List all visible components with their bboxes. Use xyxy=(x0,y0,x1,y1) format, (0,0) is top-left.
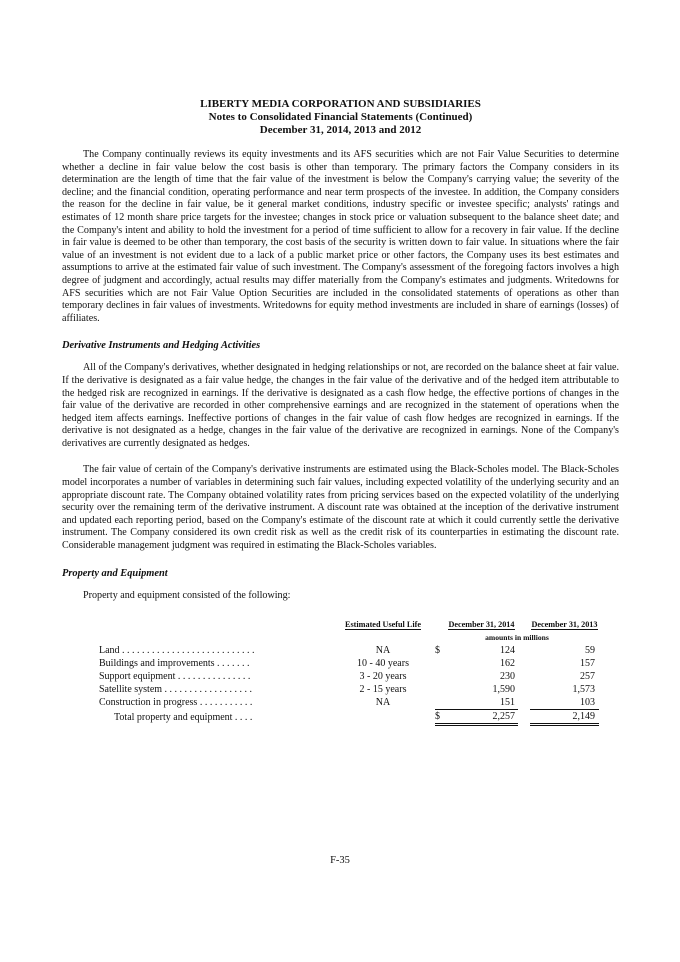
period-title: December 31, 2014, 2013 and 2012 xyxy=(259,124,422,136)
document-page xyxy=(62,98,619,726)
row-label: Buildings and improvements . . . . . . . xyxy=(99,658,250,670)
derivatives-paragraph-2: The fair value of certain of the Company's derivative instruments are estimated using the Black-Scholes model. The Black-Scholes model incorporates a number of variables in determining such fair values, including expected volatility of the underlying security and an appropriate discount rate. The Company obtained volatility rates from pricing services based on the expected volatility of the underlying security over the remaining term of the derivative instrument. A discount rate was obtained at the inception of the derivative instrument and updated each reporting period, based on the Company's estimate of the discount rate at which it could currently settle the derivative instrument. The Company considered its own credit risk as well as the credit risk of its counterparties in estimating the discount rate. Considerable management judgment was required in estimating the Black-Scholes variables. xyxy=(62,464,619,552)
page-number: F-35 xyxy=(330,855,350,866)
property-intro: Property and equipment consisted of the following: xyxy=(83,589,291,601)
col-header-2014: December 31, 2014 xyxy=(448,620,515,630)
row-label: Satellite system . . . . . . . . . . . . . . . . . . xyxy=(99,684,253,696)
total-row xyxy=(99,710,599,725)
value-2014: 124 xyxy=(500,645,515,657)
table-row xyxy=(99,696,599,710)
units-label: amounts in millions xyxy=(485,633,549,643)
value-2013: 1,573 xyxy=(572,684,595,696)
row-label: Support equipment . . . . . . . . . . . . . . . xyxy=(99,671,251,683)
company-title: LIBERTY MEDIA CORPORATION AND SUBSIDIARIES xyxy=(200,98,481,110)
row-label: Land . . . . . . . . . . . . . . . . . . . . . . . . . . . xyxy=(99,645,255,657)
row-label: Construction in progress . . . . . . . . . . . xyxy=(99,697,253,709)
currency-symbol: $ xyxy=(435,645,440,657)
row-life: 10 - 40 years xyxy=(357,658,409,670)
value-2013: 257 xyxy=(580,671,595,683)
value-2014: 151 xyxy=(445,696,518,710)
units-row xyxy=(99,631,599,644)
value-2014: 230 xyxy=(500,671,515,683)
table-row xyxy=(99,657,599,670)
property-table xyxy=(99,618,599,726)
total-label: Total property and equipment . . . . xyxy=(114,711,253,723)
row-life: 3 - 20 years xyxy=(359,671,407,683)
property-heading: Property and Equipment xyxy=(62,567,168,579)
table-row xyxy=(99,670,599,683)
currency-symbol: $ xyxy=(435,710,445,725)
value-2014: 1,590 xyxy=(492,684,515,696)
table-row xyxy=(99,644,599,657)
value-2013: 157 xyxy=(580,658,595,670)
derivatives-heading: Derivative Instruments and Hedging Activities xyxy=(62,340,261,352)
col-header-2013: December 31, 2013 xyxy=(531,620,598,630)
table-row xyxy=(99,683,599,696)
impairment-paragraph: The Company continually reviews its equity investments and its AFS securities which are not Fair Value Securities to determine whether a decline in fair value below the cost basis is other than temporary. The primary factors the Company considers in its determination are the length of time that the fair value of the investment is below the Company's carrying value; the severity of the decline; and the financial condition, operating performance and near term prospects of the investee. In addition, the Company considers the reason for the decline in fair value, be it general market conditions, industry specific or investee specific; analysts' ratings and estimates of 12 month share price targets for the investee; changes in stock price or valuation subsequent to the balance sheet date; and the Company's intent and ability to hold the investment for a period of time sufficient to allow for a recovery in fair value. If the decline in fair value is deemed to be other than temporary, the cost basis of the security is written down to fair value. In situations where the fair value of an investment is not evident due to a lack of a public market price or other factors, the Company uses its best estimates and assumptions to arrive at the estimated fair value of such investment. The Company's assessment of the foregoing factors involves a high degree of judgment and accordingly, actual results may differ materially from the Company's estimates and judgments. Writedowns for AFS securities which are not Fair Value Option Securities are included in the consolidated statements of operations as other than temporary declines in fair values of investments. Writedowns for equity method investments are included in share of earnings (losses) of affiliates. xyxy=(62,149,619,324)
row-life: NA xyxy=(375,697,391,709)
row-life: NA xyxy=(375,645,391,657)
document-header xyxy=(62,98,619,137)
table-header-row xyxy=(99,618,599,631)
total-2013: 2,149 xyxy=(530,710,599,725)
value-2014: 162 xyxy=(500,658,515,670)
row-life: 2 - 15 years xyxy=(359,684,407,696)
value-2013: 59 xyxy=(585,645,595,657)
notes-title: Notes to Consolidated Financial Statements (Continued) xyxy=(208,111,473,123)
col-header-life: Estimated Useful Life xyxy=(345,620,421,630)
value-2013: 103 xyxy=(530,696,599,710)
total-2014: 2,257 xyxy=(445,710,518,725)
derivatives-paragraph-1: All of the Company's derivatives, whether designated in hedging relationships or not, are recorded on the balance sheet at fair value. If the derivative is designated as a fair value hedge, the changes in the fair value of the derivative and of the hedged item attributable to the hedged risk are recognized in earnings. If the derivative is designated as a cash flow hedge, the effective portions of changes in the fair value of the derivative are recorded in other comprehensive earnings and are recognized in the statement of operations when the hedged item affects earnings. Ineffective portions of changes in the fair value of cash flow hedges are recognized in earnings. If the derivative is not designated as a hedge, changes in the fair value of the derivative are recognized in earnings. None of the Company's derivatives are currently designated as hedges. xyxy=(62,362,619,449)
